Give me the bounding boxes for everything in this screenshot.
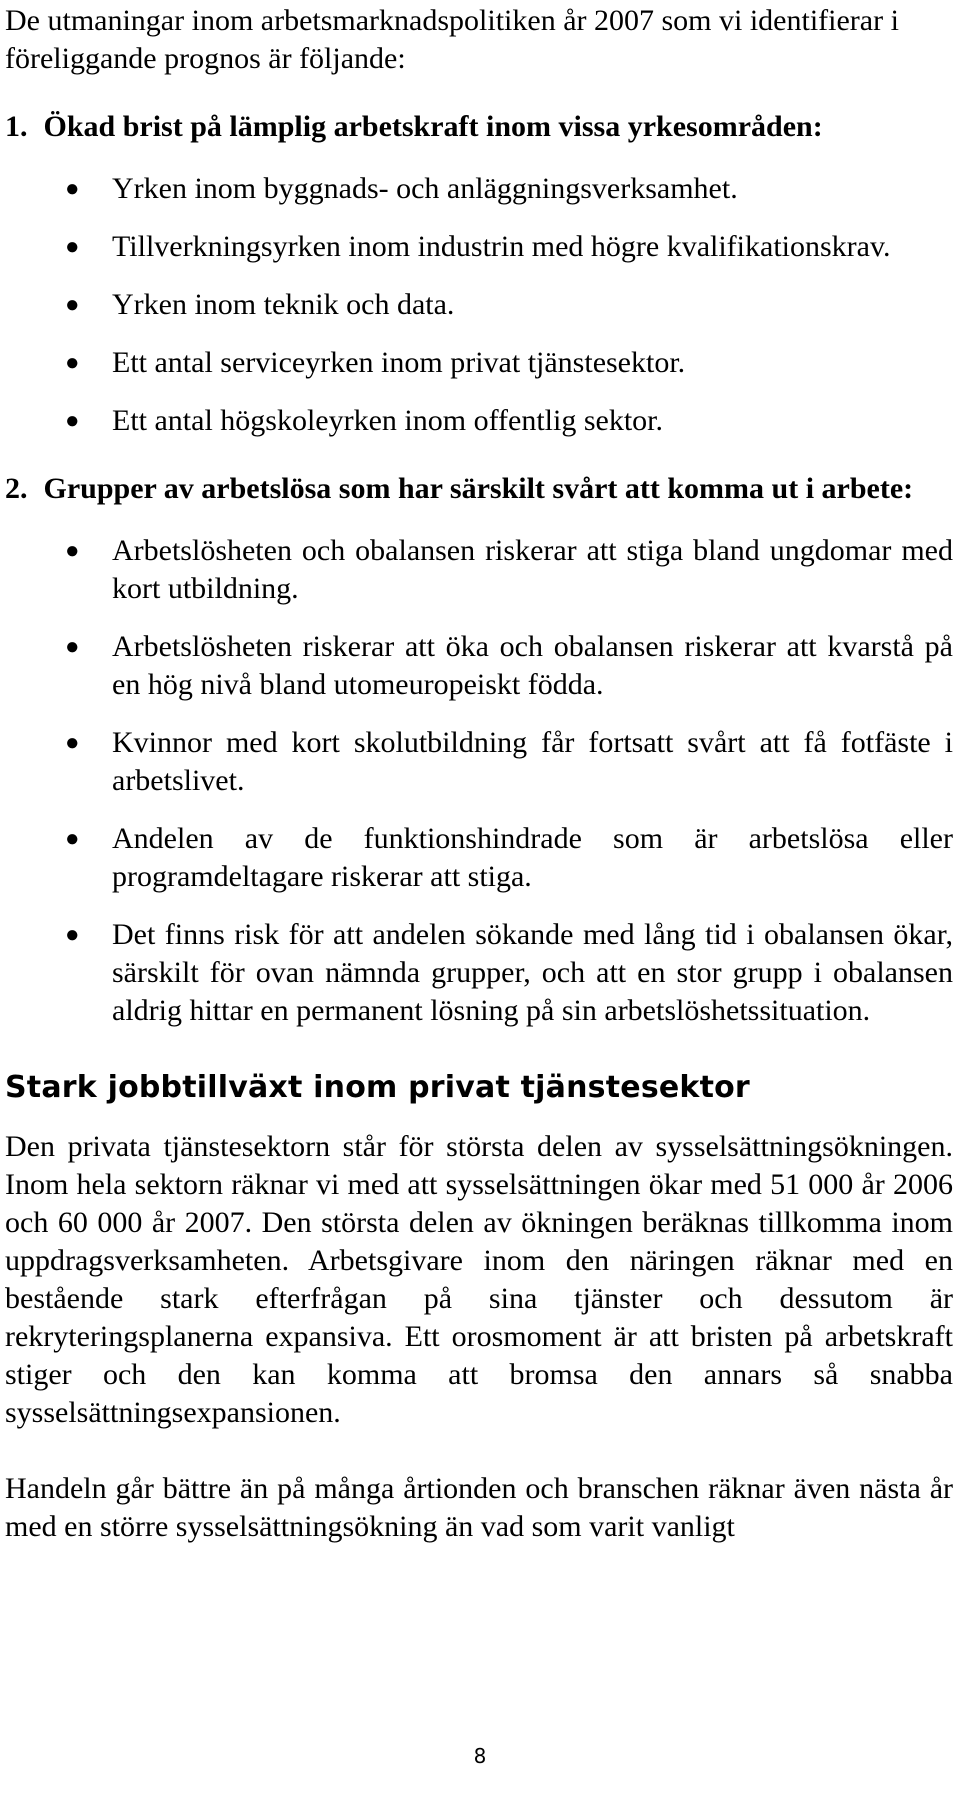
bullet-icon: ●	[65, 292, 80, 318]
section-2-number: 2.	[5, 472, 28, 505]
list-item-text: Kvinnor med kort skolutbildning får fortsatt svårt att få fotfäste i arbetslivet.	[112, 726, 953, 797]
list-item	[5, 820, 953, 896]
section-1-heading-text: Ökad brist på lämplig arbetskraft inom vissa yrkesområden:	[43, 110, 823, 143]
bullet-icon: ●	[65, 730, 80, 756]
list-item	[5, 532, 953, 608]
list-item-text: Ett antal serviceyrken inom privat tjänstesektor.	[112, 346, 686, 379]
bullet-icon: ●	[65, 176, 80, 202]
bullet-icon: ●	[65, 234, 80, 260]
list-item	[5, 402, 953, 440]
intro-paragraph: De utmaningar inom arbetsmarknadspolitiken år 2007 som vi identifierar i föreliggande prognos är följande:	[5, 4, 899, 75]
bullet-icon: ●	[65, 350, 80, 376]
bullet-icon: ●	[65, 634, 80, 660]
body-paragraph: Den privata tjänstesektorn står för största delen av sysselsättningsökningen. Inom hela sektorn räknar vi med att sysselsättningen ökar med 51 000 år 2006 och 60 000 år 2007. Den största delen av ökningen beräknas tillkomma inom uppdragsverksamheten. Arbetsgivare inom den näringen räknar med en bestående stark efterfrågan på sina tjänster och dessutom är rekryteringsplanerna expansiva. Ett orosmoment är att bristen på arbetskraft stiger och den kan komma att bromsa den annars så snabba sysselsättningsexpansionen.	[5, 1130, 953, 1429]
document-page	[5, 0, 953, 1546]
list-item-text: Yrken inom byggnads- och anläggningsverksamhet.	[112, 172, 738, 205]
bullet-icon: ●	[65, 826, 80, 852]
section-subheading: Stark jobbtillväxt inom privat tjänstesektor	[5, 1070, 750, 1105]
list-item	[5, 628, 953, 704]
list-item	[5, 916, 953, 1030]
section-1-number: 1.	[5, 110, 28, 143]
section-1-list	[5, 170, 953, 440]
list-item-text: Andelen av de funktionshindrade som är arbetslösa eller programdeltagare riskerar att stiga.	[112, 822, 953, 893]
list-item-text: Yrken inom teknik och data.	[112, 288, 455, 321]
section-1-heading	[5, 108, 953, 146]
page-number: 8	[473, 1744, 487, 1768]
list-item-text: Arbetslösheten riskerar att öka och obalansen riskerar att kvarstå på en hög nivå bland utomeuropeiskt födda.	[112, 630, 953, 701]
list-item-text: Arbetslösheten och obalansen riskerar att stiga bland ungdomar med kort utbildning.	[112, 534, 953, 605]
list-item-text: Det finns risk för att andelen sökande med lång tid i obalansen ökar, särskilt för ovan nämnda grupper, och att en stor grupp i obalansen aldrig hittar en permanent lösning på sin arbetslöshetssituation.	[112, 918, 953, 1027]
bullet-icon: ●	[65, 538, 80, 564]
list-item	[5, 344, 953, 382]
section-2-heading-text: Grupper av arbetslösa som har särskilt svårt att komma ut i arbete:	[43, 472, 914, 505]
list-item	[5, 170, 953, 208]
list-item	[5, 724, 953, 800]
section-2-heading	[5, 470, 953, 508]
list-item	[5, 228, 953, 266]
list-item	[5, 286, 953, 324]
section-2-list	[5, 532, 953, 1030]
list-item-text: Tillverkningsyrken inom industrin med högre kvalifikationskrav.	[112, 230, 891, 263]
bullet-icon: ●	[65, 922, 80, 948]
list-item-text: Ett antal högskoleyrken inom offentlig sektor.	[112, 404, 664, 437]
body-paragraph: Handeln går bättre än på många årtionden och branschen räknar även nästa år med en större sysselsättningsökning än vad som varit vanligt	[5, 1472, 953, 1543]
bullet-icon: ●	[65, 408, 80, 434]
